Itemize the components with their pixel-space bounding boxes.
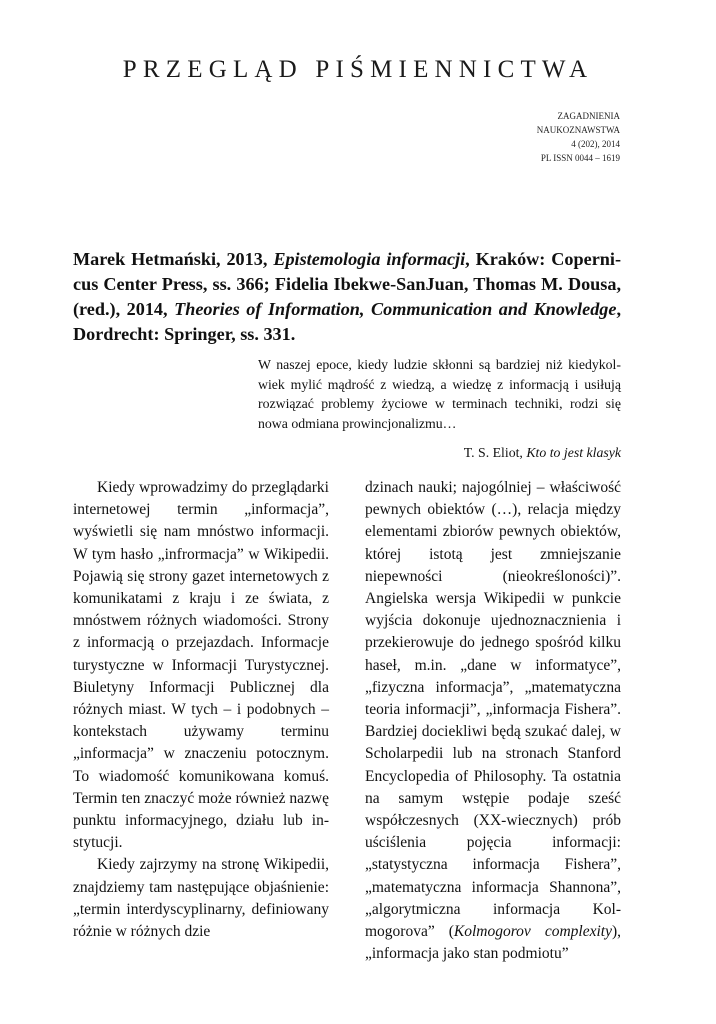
header-part-3: , Dordrecht: Springer, ss. 331. xyxy=(73,299,621,344)
journal-name-line2: NAUKOZNAWSTWA xyxy=(536,125,620,135)
body-text-segment: dzinach nauki; najogólniej – właściwość pewnych obiektów (…), relacja między elementami zbiorów pewnych obiektów, której istotą jest zmniejszanie niepewności (nieokreśloności)”. Angielska wersja Wikipedii w punkcie wyjścia dokonuje ujednoznacznienia i przekierowuje do jednego spośród kilku haseł, m.in. „dane w informatyce”, „fizyczna informacja”, „matematyczna teoria informacji”, „informacja Fishera”. Bardziej dociekliwi będą szukać dalej, w Scholarpedii lub na stronach Stanford Encyclopedia of Philosophy. Ta ostatnia na samym wstępie podaje sześć współczesnych (XX-wiecznych) prób uściślenia pojęcia informacji: „statystyczna informacja Fishera”, „matematyczna informacja Shannona”, „algorytmiczna informacja Kolmogorova” ( xyxy=(365,479,621,941)
epigraph-source-title: Kto to jest klasyk xyxy=(526,445,621,460)
journal-issn: PL ISSN 0044 – 1619 xyxy=(540,153,620,163)
epigraph-attribution xyxy=(258,443,621,463)
body-italic-term: Kolmogorov complexity xyxy=(453,923,612,941)
header-part-2: , Kraków: Copernicus Center Press, ss. 366; Fidelia Ibekwe-SanJuan, Thomas M. Dousa, (red.), 2014, xyxy=(73,249,621,319)
body-text-segment-end: ), „informacja jako stan podmiotu” xyxy=(365,923,621,963)
header-part-1: Marek Hetmański, 2013, xyxy=(73,249,274,269)
body-paragraph-1: Kiedy wprowadzimy do przeglądarki internetowej termin „informacja”, wyświetli się nam mnóstwo informacji. W tym hasło „infrormacja” w Wikipedii. Pojawią się strony gazet internetowych z komunikatami z kraju i ze świata, z mnóstwem różnych wiadomości. Strony z informacją o przejazdach. Informacje turystyczne w Informacji Turystycznej. Biuletyny Informacji Publicznej dla różnych miast. W tych – i podobnych – kontekstach używamy terminu „informacja” w znaczeniu potocznym. To wiadomość komunikowana komuś. Termin ten znaczyć może również nazwę punktu informacyjnego, działu lub instytucji. xyxy=(73,479,329,852)
body-column-left xyxy=(73,477,329,943)
journal-info xyxy=(537,109,620,165)
book-title-1: Epistemologia informacji xyxy=(273,249,466,269)
body-paragraph-2: Kiedy zajrzymy na stronę Wikipedii, znajdziemy tam następujące objaśnienie: „termin interdyscyplinarny, definiowany różnie w różnych dzie xyxy=(73,856,329,941)
epigraph-author: T. S. Eliot, xyxy=(463,445,527,460)
body-paragraph-2-continued xyxy=(365,477,621,965)
epigraph xyxy=(258,355,621,463)
review-bibliographic-header xyxy=(73,247,621,347)
epigraph-quote: W naszej epoce, kiedy ludzie skłonni są bardziej niż kiedykolwiek mylić mądrość z wiedzą, a wiedzę z informacją i usiłują rozwiązać problemy życiowe w terminach techniki, rodzi się nowa odmiana prowincjonalizmu… xyxy=(258,357,621,431)
journal-name-line1: ZAGADNIENIA xyxy=(557,111,620,121)
book-title-2: Theories of Information, Communication and Knowledge xyxy=(174,299,617,319)
journal-issue: 4 (202), 2014 xyxy=(571,139,620,149)
section-title: PRZEGLĄD PIŚMIENNICTWA xyxy=(122,56,594,83)
body-column-right xyxy=(365,477,621,965)
